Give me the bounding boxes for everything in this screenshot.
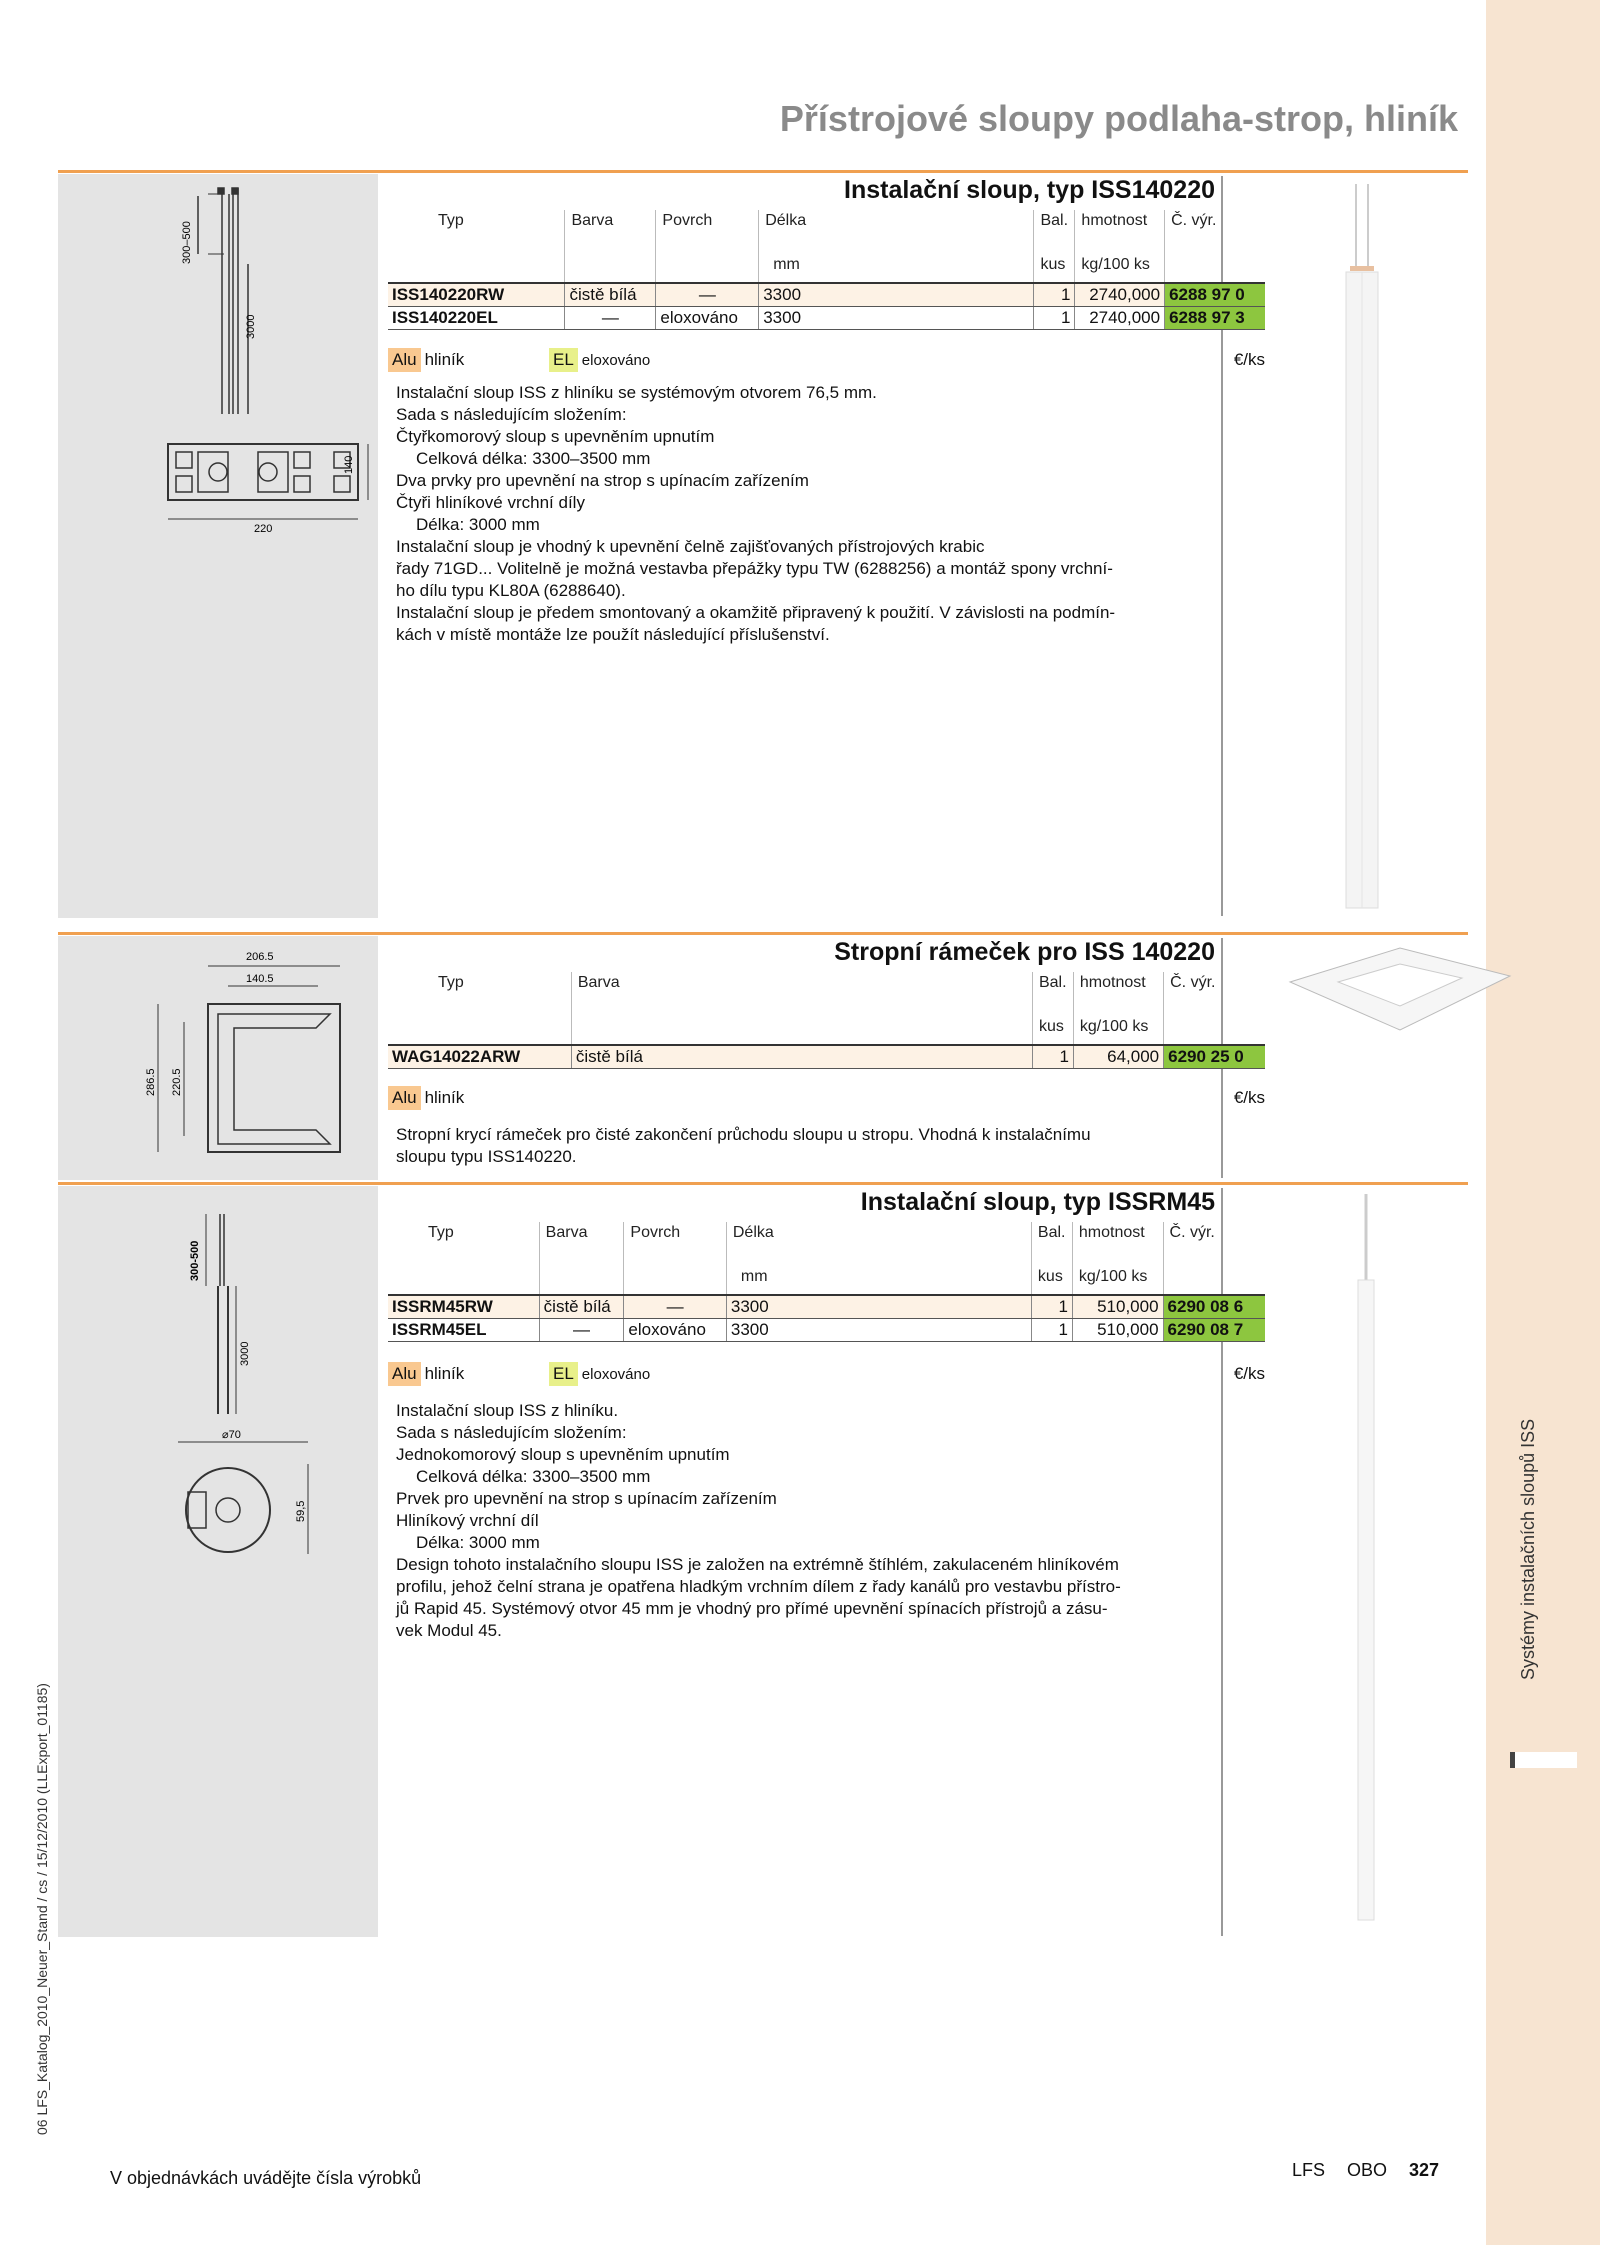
unit-barva — [539, 1266, 624, 1295]
cell-typ: ISSRM45EL — [388, 1319, 539, 1342]
cell-hmotnost: 510,000 — [1072, 1319, 1163, 1342]
side-category-label: Systémy instalačních sloupů ISS — [1518, 1418, 1538, 1680]
cell-bal: 1 — [1031, 1319, 1072, 1342]
col-hmotnost: hmotnost — [1075, 210, 1165, 254]
desc-line: Stropní krycí rámeček pro čisté zakončení průchodu sloupu u stropu. Vhodná k instalačnímu — [396, 1125, 1091, 1144]
unit-bal: kus — [1032, 1016, 1073, 1045]
svg-text:3000: 3000 — [239, 1341, 251, 1366]
unit-hmotnost: kg/100 ks — [1075, 254, 1165, 283]
col-cislo: Č. výr. — [1165, 210, 1265, 254]
desc-line: vek Modul 45. — [396, 1621, 502, 1640]
unit-povrch — [624, 1266, 726, 1295]
cell-cislo: 6290 25 0 — [1164, 1045, 1265, 1069]
col-bal: Bal. — [1031, 1222, 1072, 1266]
cell-povrch: — — [656, 283, 759, 307]
frame-technical-drawing — [58, 936, 378, 1180]
section-title: Instalační sloup, typ ISS140220 — [844, 176, 1215, 204]
legend — [388, 1362, 1265, 1386]
unit-bal: kus — [1034, 254, 1075, 283]
technical-drawing-panel — [58, 936, 378, 1180]
desc-line: Celková délka: 3300–3500 mm — [416, 1467, 651, 1486]
svg-text:220.5: 220.5 — [171, 1068, 183, 1096]
cell-bal: 1 — [1032, 1045, 1073, 1069]
cell-typ: ISS140220RW — [388, 283, 565, 307]
cell-hmotnost: 2740,000 — [1075, 307, 1165, 330]
col-barva: Barva — [565, 210, 656, 254]
cell-cislo: 6290 08 6 — [1163, 1295, 1265, 1319]
desc-line: jů Rapid 45. Systémový otvor 45 mm je vhodný pro přímé upevnění spínacích přístrojů a zásu- — [396, 1599, 1108, 1618]
material-tag-alu: Alu — [388, 348, 421, 372]
svg-text:140.5: 140.5 — [246, 973, 274, 985]
cell-cislo: 6290 08 7 — [1163, 1319, 1265, 1342]
table-row — [388, 283, 1265, 307]
unit-hmotnost: kg/100 ks — [1073, 1016, 1163, 1045]
material-label: hliník — [424, 1088, 465, 1107]
side-tab-marker — [1510, 1752, 1577, 1768]
col-delka: Délka — [726, 1222, 1031, 1266]
col-delka: Délka — [759, 210, 1034, 254]
col-bal: Bal. — [1034, 210, 1075, 254]
cell-bal: 1 — [1031, 1295, 1072, 1319]
desc-line: Instalační sloup ISS z hliníku se systémovým otvorem 76,5 mm. — [396, 383, 877, 402]
price-unit: €/ks — [1233, 350, 1265, 369]
unit-barva — [565, 254, 656, 283]
svg-text:300–500: 300–500 — [181, 221, 193, 264]
col-hmotnost: hmotnost — [1072, 1222, 1163, 1266]
desc-line: Čtyři hliníkové vrchní díly — [396, 493, 585, 512]
desc-line: Instalační sloup je vhodný k upevnění čelně zajišťovaných přístrojových krabic — [396, 537, 985, 556]
product-description — [396, 1124, 1256, 1168]
svg-text:220: 220 — [254, 523, 273, 535]
table-row — [388, 1319, 1265, 1342]
price-unit: €/ks — [1233, 1364, 1265, 1383]
cell-cislo: 6288 97 0 — [1165, 283, 1265, 307]
cell-typ: ISS140220EL — [388, 307, 565, 330]
frame-product-image — [1228, 940, 1528, 1050]
unit-delka: mm — [726, 1266, 1031, 1295]
cell-delka: 3300 — [726, 1319, 1031, 1342]
cell-bal: 1 — [1034, 283, 1075, 307]
col-typ: Typ — [428, 1224, 454, 1241]
svg-text:140: 140 — [343, 455, 355, 474]
technical-drawing-panel — [58, 174, 378, 918]
desc-line: profilu, jehož čelní strana je opatřena hladkým vrchním dílem z řady kanálů pro vestavbu přístro- — [396, 1577, 1121, 1596]
cell-hmotnost: 510,000 — [1072, 1295, 1163, 1319]
col-povrch: Povrch — [624, 1222, 726, 1266]
svg-text:59,5: 59,5 — [295, 1500, 307, 1522]
col-typ: Typ — [438, 212, 464, 229]
section-title: Instalační sloup, typ ISSRM45 — [860, 1188, 1215, 1216]
cell-delka: 3300 — [759, 283, 1034, 307]
col-barva: Barva — [539, 1222, 624, 1266]
catalog-export-label: 06 LFS_Katalog_2010_Neuer_Stand / cs / 15/12/2010 (LLExport_01185) — [34, 1683, 50, 2135]
section-divider — [58, 932, 1468, 935]
col-typ: Typ — [438, 974, 464, 991]
col-bal: Bal. — [1032, 972, 1073, 1016]
product-table — [388, 1222, 1265, 1342]
cell-bal: 1 — [1034, 307, 1075, 330]
table-row — [388, 307, 1265, 330]
surface-tag-el: EL — [549, 348, 578, 372]
col-povrch: Povrch — [656, 210, 759, 254]
product-description — [396, 382, 1256, 646]
footer-brand — [1292, 2160, 1439, 2181]
unit-hmotnost: kg/100 ks — [1072, 1266, 1163, 1295]
svg-text:3000: 3000 — [245, 314, 257, 339]
desc-line: řady 71GD... Volitelně je možná vestavba přepážky typu TW (6288256) a montáž spony vrchní- — [396, 559, 1113, 578]
footer-brand-lfs: LFS — [1292, 2160, 1326, 2180]
column-technical-drawing — [58, 174, 378, 918]
section-divider — [58, 170, 1468, 173]
desc-line: Jednokomorový sloup s upevněním upnutím — [396, 1445, 730, 1464]
cell-barva: čistě bílá — [571, 1045, 1032, 1069]
col-cislo: Č. výr. — [1163, 1222, 1265, 1266]
table-row — [388, 1295, 1265, 1319]
unit-povrch — [656, 254, 759, 283]
unit-delka: mm — [759, 254, 1034, 283]
price-unit: €/ks — [1233, 1088, 1265, 1107]
page-number: 327 — [1409, 2160, 1440, 2180]
desc-line: Instalační sloup je předem smontovaný a okamžitě připravený k použití. V závislosti na podmín- — [396, 603, 1116, 622]
cell-hmotnost: 64,000 — [1073, 1045, 1163, 1069]
unit-bal: kus — [1031, 1266, 1072, 1295]
material-label: hliník — [424, 1364, 465, 1383]
cell-povrch: — — [624, 1295, 726, 1319]
desc-line: Hliníkový vrchní díl — [396, 1511, 539, 1530]
section-divider — [58, 1182, 1468, 1185]
surface-tag-el: EL — [549, 1362, 578, 1386]
cell-barva: čistě bílá — [539, 1295, 624, 1319]
cell-typ: WAG14022ARW — [388, 1045, 571, 1069]
material-tag-alu: Alu — [388, 1362, 421, 1386]
svg-text:300-500: 300-500 — [189, 1240, 201, 1281]
surface-label: eloxováno — [581, 352, 651, 369]
column-technical-drawing — [58, 1186, 378, 1937]
column-product-image — [1308, 180, 1428, 920]
legend — [388, 1086, 1265, 1110]
desc-line: Instalační sloup ISS z hliníku. — [396, 1401, 619, 1420]
unit-cislo — [1165, 254, 1265, 283]
technical-drawing-panel — [58, 1186, 378, 1937]
unit-typ — [388, 254, 565, 283]
cell-cislo: 6288 97 3 — [1165, 307, 1265, 330]
material-tag-alu: Alu — [388, 1086, 421, 1110]
material-label: hliník — [424, 350, 465, 369]
legend — [388, 348, 1265, 372]
col-cislo: Č. výr. — [1164, 972, 1265, 1016]
product-description — [396, 1400, 1256, 1642]
section-title: Stropní rámeček pro ISS 140220 — [834, 938, 1215, 966]
desc-line: ho dílu typu KL80A (6288640). — [396, 581, 626, 600]
desc-line: Délka: 3000 mm — [416, 515, 540, 534]
cell-barva: čistě bílá — [565, 283, 656, 307]
desc-line: Prvek pro upevnění na strop s upínacím zařízením — [396, 1489, 777, 1508]
product-section-wag14022 — [58, 932, 1468, 1182]
desc-line: Čtyřkomorový sloup s upevněním upnutím — [396, 427, 715, 446]
table-row — [388, 1045, 1265, 1069]
col-barva: Barva — [571, 972, 1032, 1016]
cell-delka: 3300 — [726, 1295, 1031, 1319]
cell-hmotnost: 2740,000 — [1075, 283, 1165, 307]
cell-typ: ISSRM45RW — [388, 1295, 539, 1319]
desc-line: kách v místě montáže lze použít následující příslušenství. — [396, 625, 830, 644]
footer-note: V objednávkách uvádějte čísla výrobků — [110, 2168, 422, 2188]
unit-typ — [388, 1016, 571, 1045]
desc-line: Dva prvky pro upevnění na strop s upínacím zařízením — [396, 471, 809, 490]
side-strip — [1486, 0, 1600, 2245]
desc-line: Celková délka: 3300–3500 mm — [416, 449, 651, 468]
cell-barva: — — [539, 1319, 624, 1342]
svg-text:⌀70: ⌀70 — [222, 1429, 241, 1441]
footer-brand-obo: OBO — [1347, 2160, 1388, 2180]
svg-text:206.5: 206.5 — [246, 951, 274, 963]
unit-cislo — [1163, 1266, 1265, 1295]
surface-label: eloxováno — [581, 1366, 651, 1383]
desc-line: Sada s následujícím složením: — [396, 405, 627, 424]
cell-povrch: eloxováno — [624, 1319, 726, 1342]
desc-line: Délka: 3000 mm — [416, 1533, 540, 1552]
desc-line: Design tohoto instalačního sloupu ISS je založen na extrémně štíhlém, zakulaceném hliníkovém — [396, 1555, 1119, 1574]
desc-line: Sada s následujícím složením: — [396, 1423, 627, 1442]
cell-povrch: eloxováno — [656, 307, 759, 330]
page-title: Přístrojové sloupy podlaha-strop, hliník — [779, 98, 1458, 139]
svg-text:286.5: 286.5 — [145, 1068, 157, 1096]
product-section-issrm45 — [58, 1182, 1468, 1937]
product-table — [388, 972, 1265, 1069]
col-hmotnost: hmotnost — [1073, 972, 1163, 1016]
cell-delka: 3300 — [759, 307, 1034, 330]
unit-typ — [388, 1266, 539, 1295]
desc-line: sloupu typu ISS140220. — [396, 1147, 577, 1166]
product-section-iss140220 — [58, 170, 1468, 920]
unit-barva — [571, 1016, 1032, 1045]
cell-barva: — — [565, 307, 656, 330]
product-table — [388, 210, 1265, 330]
column-product-image — [1308, 1190, 1428, 1935]
